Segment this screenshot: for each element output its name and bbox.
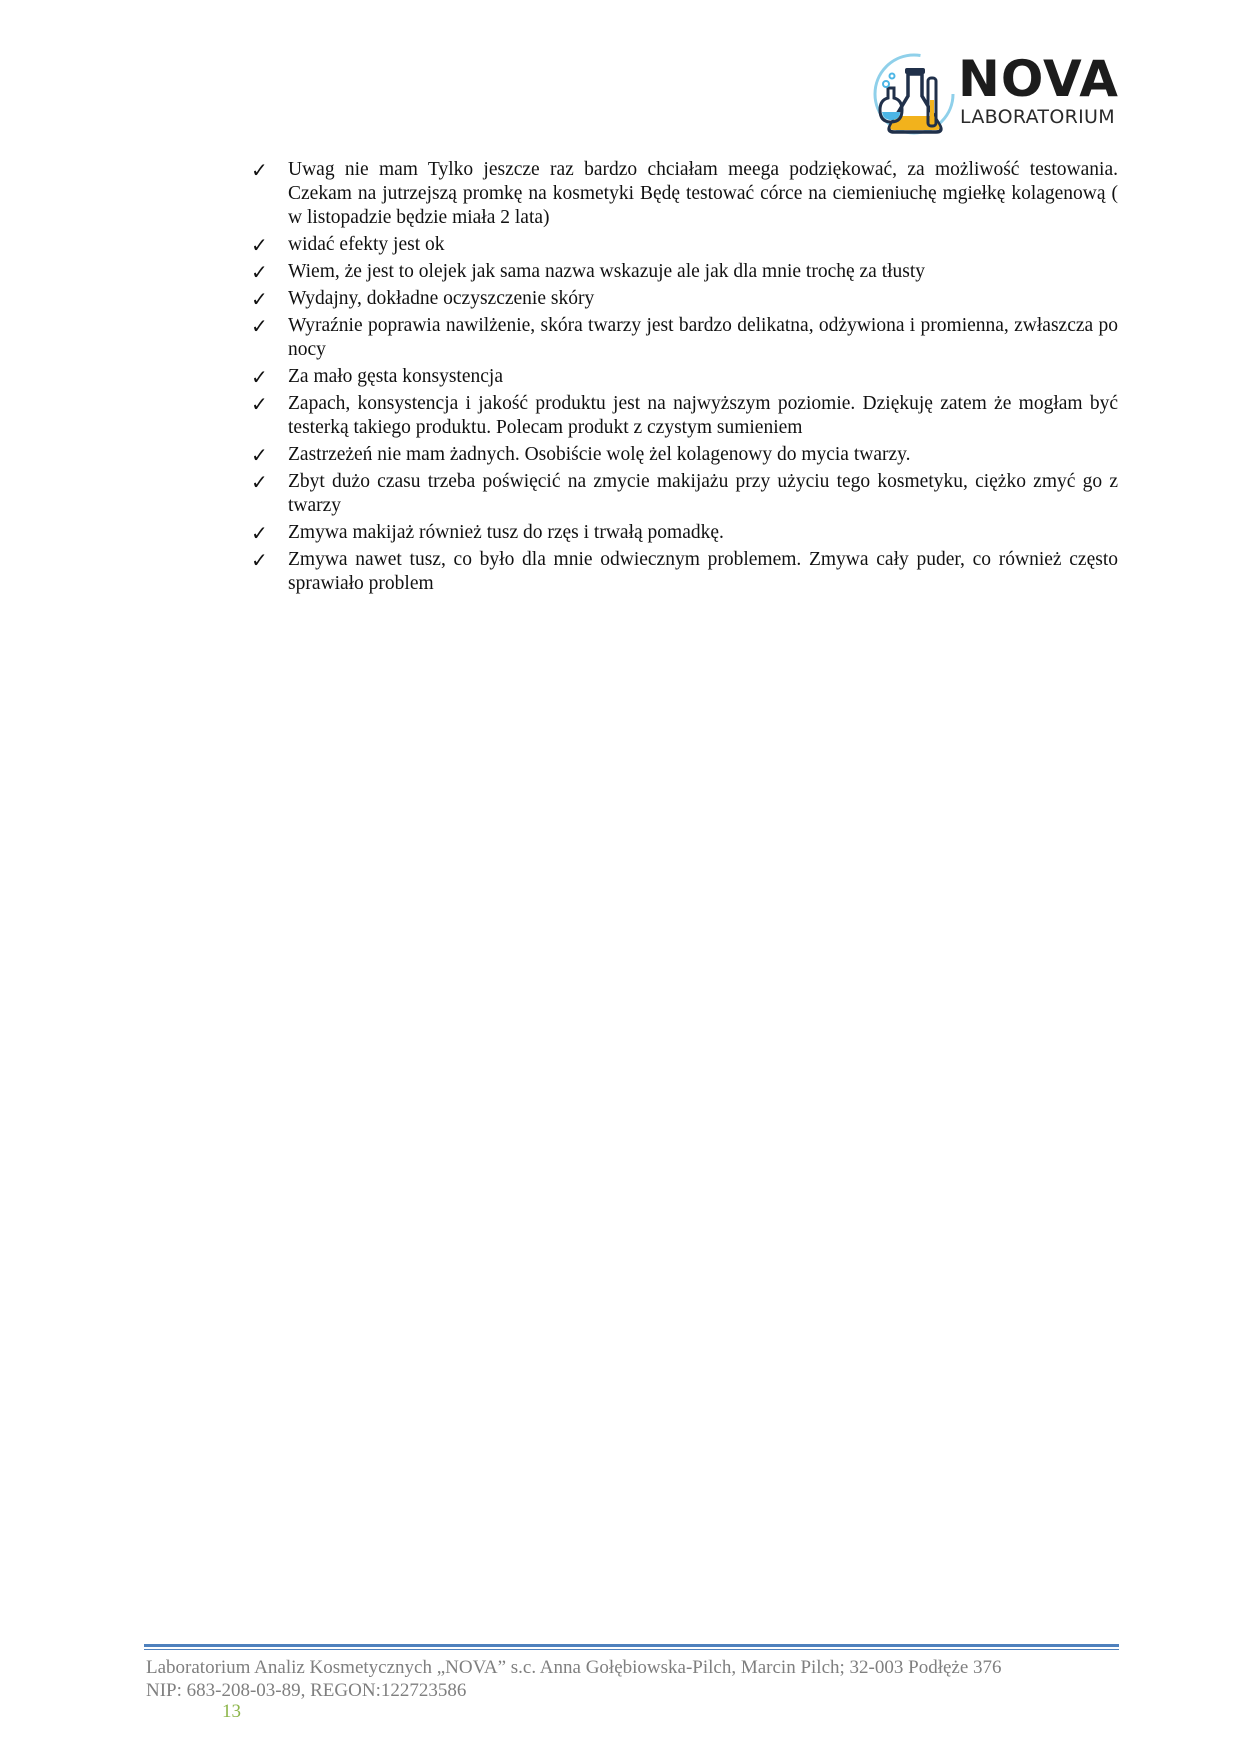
list-item-text: Wiem, że jest to olejek jak sama nazwa wskazuje ale jak dla mnie trochę za tłusty — [288, 261, 926, 282]
list-item — [250, 233, 1118, 257]
footer-divider — [144, 1644, 1119, 1652]
list-item-text: Zastrzeżeń nie mam żadnych. Osobiście wolę żel kolagenowy do mycia twarzy. — [288, 444, 911, 465]
list-item — [250, 392, 1118, 440]
list-item-text: Zmywa nawet tusz, co było dla mnie odwiecznym problemem. Zmywa cały puder, co również często sprawiało problem — [288, 549, 1118, 594]
footer-line-ids: NIP: 683-208-03-89, REGON:122723586 — [146, 1680, 467, 1701]
checkmark-icon: ✓ — [251, 521, 268, 545]
list-item — [250, 314, 1118, 362]
checkmark-icon: ✓ — [251, 158, 268, 182]
list-item — [250, 260, 1118, 284]
checkmark-icon: ✓ — [251, 233, 268, 257]
list-item — [250, 158, 1118, 230]
list-item — [250, 287, 1118, 311]
checkmark-icon: ✓ — [251, 470, 268, 494]
list-item-text: Zbyt dużo czasu trzeba poświęcić na zmycie makijażu przy użyciu tego kosmetyku, ciężko zmyć go z twarzy — [288, 471, 1118, 516]
checkmark-icon: ✓ — [251, 392, 268, 416]
list-item — [250, 521, 1118, 545]
list-item-text: Zapach, konsystencja i jakość produktu jest na najwyższym poziomie. Dziękuję zatem że mogłam być testerką takiego produktu. Polecam produkt z czystym sumieniem — [288, 393, 1118, 438]
nova-logo — [872, 50, 1120, 140]
feedback-list — [250, 158, 1118, 599]
list-item-text: widać efekty jest ok — [288, 234, 445, 255]
checkmark-icon: ✓ — [251, 548, 268, 572]
list-item-text: Zmywa makijaż również tusz do rzęs i trwałą pomadkę. — [288, 522, 724, 543]
footer-line-company: Laboratorium Analiz Kosmetycznych „NOVA” s.c. Anna Gołębiowska-Pilch, Marcin Pilch; 32-003 Podłęże 376 — [146, 1657, 1002, 1678]
page-number: 13 — [222, 1701, 241, 1722]
footer-address — [146, 1656, 1002, 1702]
list-item — [250, 470, 1118, 518]
logo-subtitle: LABORATORIUM — [960, 106, 1115, 128]
list-item-text: Wydajny, dokładne oczyszczenie skóry — [288, 288, 595, 309]
list-item — [250, 548, 1118, 596]
checkmark-icon: ✓ — [251, 365, 268, 389]
logo-title: NOVA — [958, 50, 1120, 108]
checkmark-icon: ✓ — [251, 287, 268, 311]
checkmark-icon: ✓ — [251, 314, 268, 338]
list-item — [250, 443, 1118, 467]
lab-flasks-icon — [872, 52, 958, 138]
list-item — [250, 365, 1118, 389]
list-item-text: Za mało gęsta konsystencja — [288, 366, 503, 387]
checkmark-icon: ✓ — [251, 260, 268, 284]
list-item-text: Wyraźnie poprawia nawilżenie, skóra twarzy jest bardzo delikatna, odżywiona i promienna, zwłaszcza po nocy — [288, 315, 1118, 360]
checkmark-icon: ✓ — [251, 443, 268, 467]
list-item-text: Uwag nie mam Tylko jeszcze raz bardzo chciałam meega podziękować, za możliwość testowania. Czekam na jutrzejszą promkę na kosmetyki Będę testować córce na ciemieniuchę mgiełkę kolagenową ( w listopadzie będzie miała 2 lata) — [288, 159, 1118, 228]
